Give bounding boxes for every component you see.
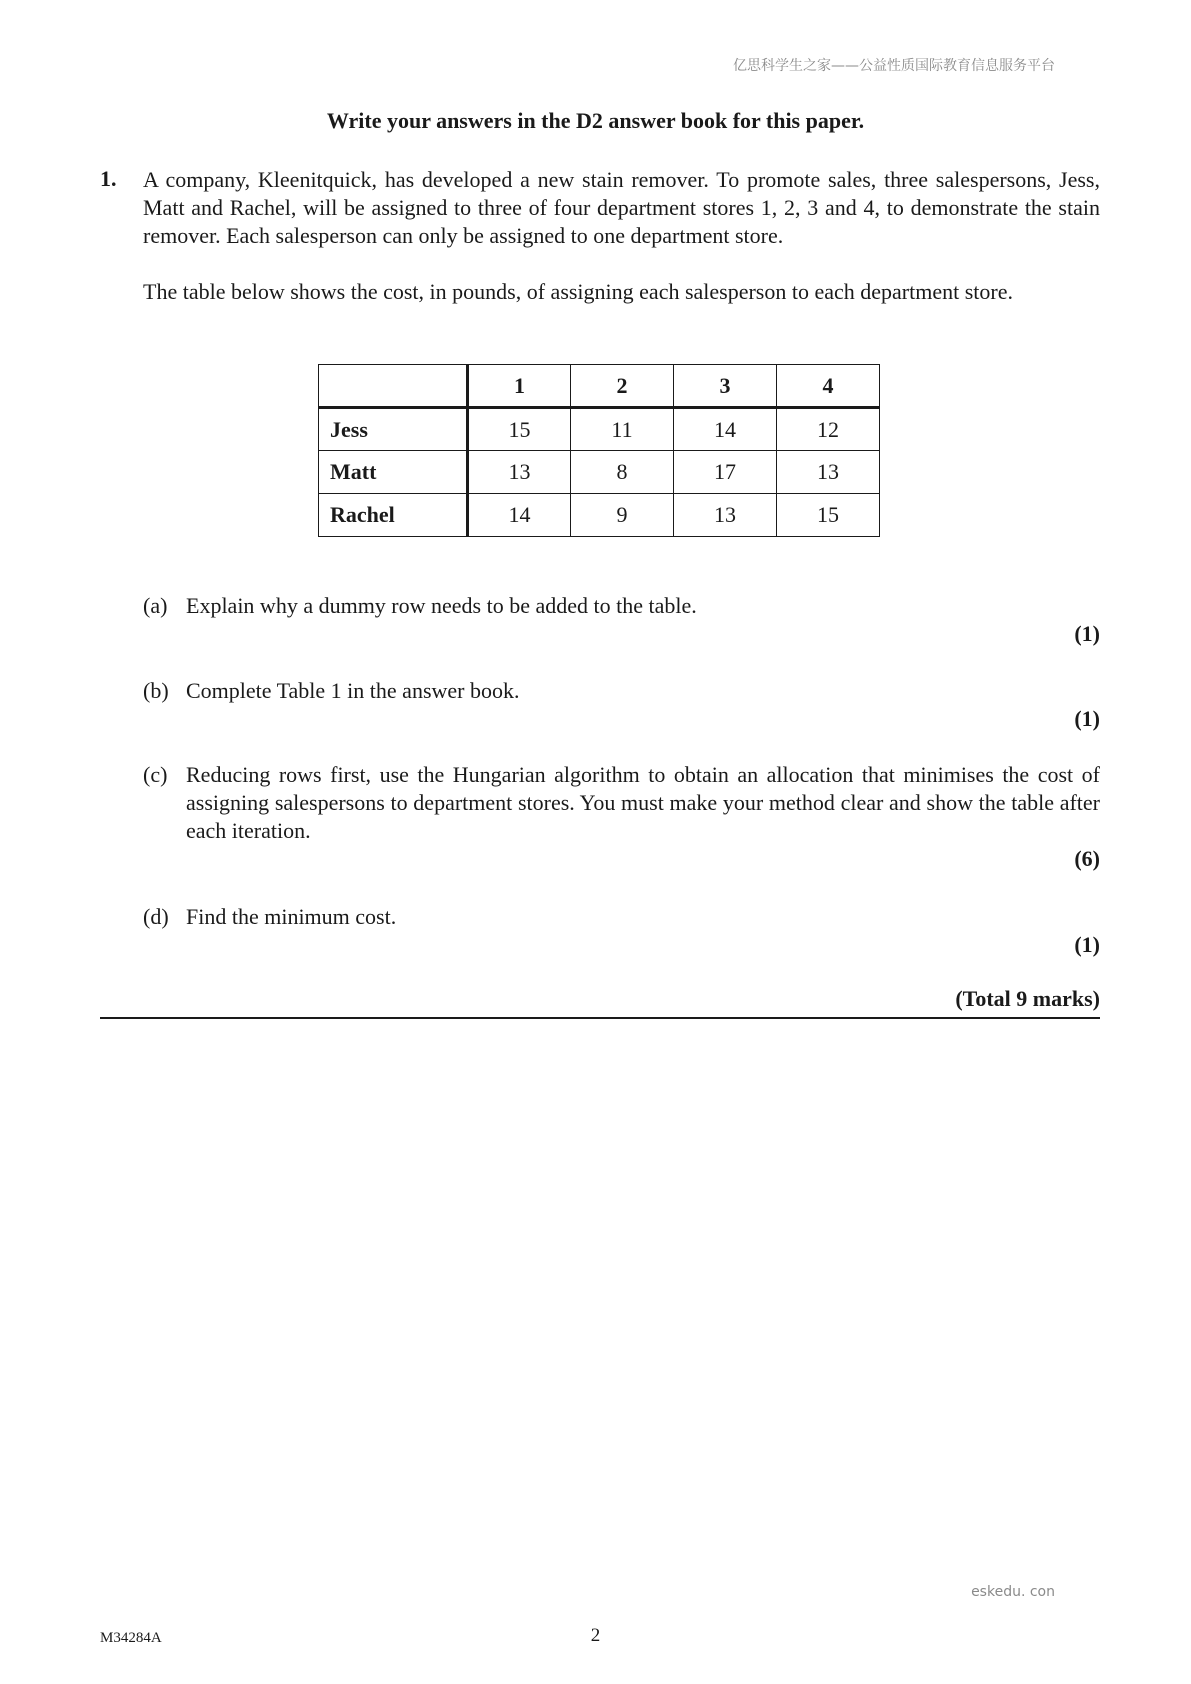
part-label: (c) — [143, 762, 168, 787]
question-number: 1. — [100, 166, 117, 191]
part-marks: (1) — [1074, 621, 1100, 646]
paper-code: M34284A — [100, 1630, 162, 1646]
cost-cell: 13 — [468, 451, 571, 494]
header-watermark: 亿思科学生之家——公益性质国际教育信息服务平台 — [733, 58, 1055, 74]
cost-cell: 13 — [674, 494, 777, 537]
table-corner-cell — [319, 365, 468, 408]
question-part-c — [143, 761, 1100, 873]
table-intro: The table below shows the cost, in pounds, of assigning each salesperson to each department store. — [143, 279, 1013, 304]
part-text: Find the minimum cost. — [186, 904, 397, 929]
part-text: Reducing rows first, use the Hungarian algorithm to obtain an allocation that minimises the cost of assigning salespersons to department stores. You must make your method clear and show the table after each iteration. — [186, 762, 1100, 843]
cost-cell: 15 — [777, 494, 880, 537]
question-part-d — [143, 903, 1100, 959]
question-part-b — [143, 677, 1100, 733]
question-divider — [100, 1017, 1100, 1019]
table-row-matt — [319, 451, 880, 494]
column-header-store-4: 4 — [777, 365, 880, 408]
part-label: (b) — [143, 678, 169, 703]
part-marks: (6) — [1074, 846, 1100, 871]
part-marks: (1) — [1074, 932, 1100, 957]
row-label-matt: Matt — [319, 451, 468, 494]
page-number: 2 — [590, 1625, 601, 1646]
cost-table — [318, 364, 880, 537]
question-part-a — [143, 592, 1100, 648]
cost-cell: 8 — [571, 451, 674, 494]
table-row-jess — [319, 408, 880, 451]
footer-watermark: eskedu. con — [971, 1584, 1055, 1600]
column-header-store-3: 3 — [674, 365, 777, 408]
row-label-rachel: Rachel — [319, 494, 468, 537]
row-label-jess: Jess — [319, 408, 468, 451]
cost-cell: 12 — [777, 408, 880, 451]
question-intro: A company, Kleenitquick, has developed a new stain remover. To promote sales, three salespersons, Jess, Matt and Rachel, will be assigned to three of four department stores 1, 2, 3 and 4, to demonstrate the stain remover. Each salesperson can only be assigned to one department store. — [143, 167, 1100, 248]
cost-cell: 11 — [571, 408, 674, 451]
part-text: Explain why a dummy row needs to be added to the table. — [186, 593, 697, 618]
part-label: (d) — [143, 904, 169, 929]
cost-cell: 15 — [468, 408, 571, 451]
table-row-rachel — [319, 494, 880, 537]
cost-cell: 14 — [674, 408, 777, 451]
answer-book-instruction: Write your answers in the D2 answer book for this paper. — [326, 108, 865, 133]
cost-cell: 9 — [571, 494, 674, 537]
column-header-store-2: 2 — [571, 365, 674, 408]
total-marks: (Total 9 marks) — [955, 986, 1100, 1011]
part-label: (a) — [143, 593, 168, 618]
cost-cell: 13 — [777, 451, 880, 494]
part-marks: (1) — [1074, 706, 1100, 731]
table-header-row — [319, 365, 880, 408]
column-header-store-1: 1 — [468, 365, 571, 408]
part-text: Complete Table 1 in the answer book. — [186, 678, 520, 703]
cost-cell: 17 — [674, 451, 777, 494]
cost-cell: 14 — [468, 494, 571, 537]
